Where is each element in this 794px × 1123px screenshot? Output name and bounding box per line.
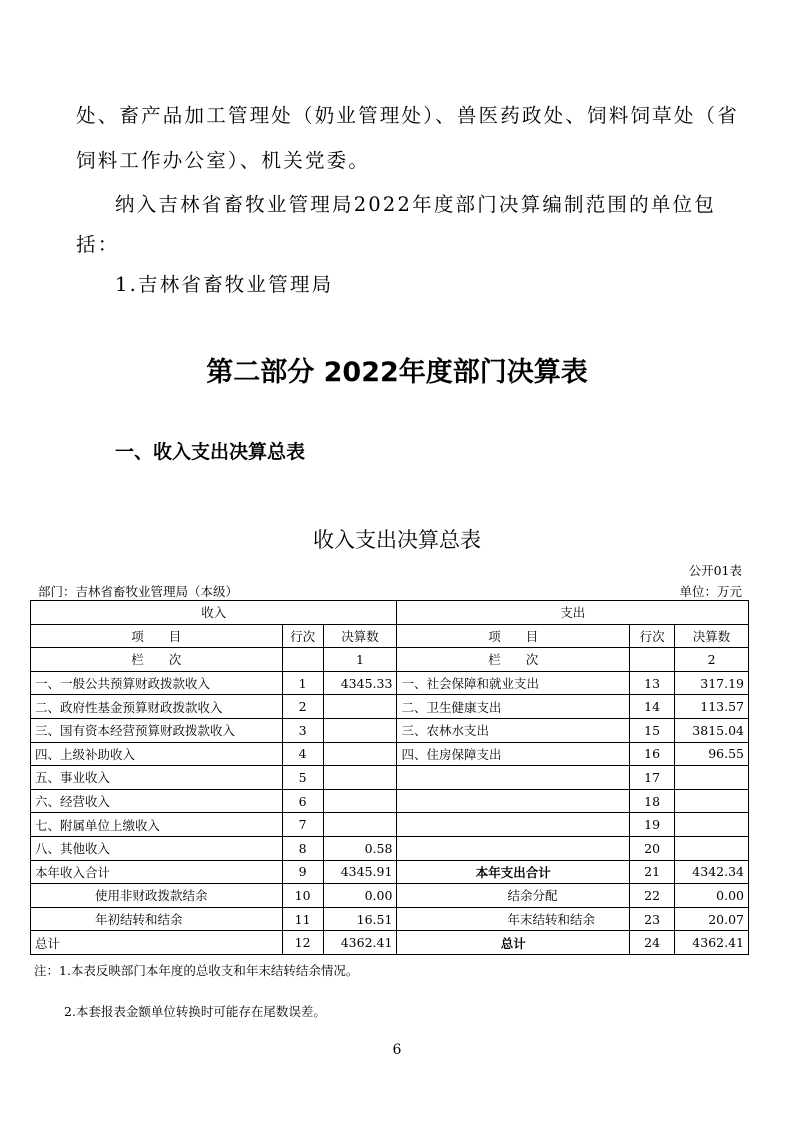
table-cell: 14 (630, 695, 675, 719)
table-cell: 12 (282, 931, 323, 955)
table-cell: 21 (630, 860, 675, 884)
table-cell: 三、国有资本经营预算财政拨款收入 (31, 718, 283, 742)
table-row (31, 695, 749, 719)
table-cell: 0.00 (323, 884, 397, 908)
table-cell: 八、其他收入 (31, 836, 283, 860)
table-cell: 15 (630, 718, 675, 742)
table-cell: 4 (282, 742, 323, 766)
table-cell: 总计 (31, 931, 283, 955)
table-cell: 一、一般公共预算财政拨款收入 (31, 671, 283, 695)
table-cell (323, 789, 397, 813)
table-cell: 六、经营收入 (31, 789, 283, 813)
table-cell: 本年收入合计 (31, 860, 283, 884)
col-header: 项 目 (397, 624, 630, 648)
note: 2.本套报表金额单位转换时可能存在尾数误差。 (64, 1004, 326, 1019)
body-paragraph: 1.吉林省畜牧业管理局 (115, 273, 334, 296)
table-cell: 11 (282, 907, 323, 931)
table-row (31, 742, 749, 766)
table-cell: 本年支出合计 (397, 860, 630, 884)
body-paragraph: 饲料工作办公室）、机关党委。 (76, 149, 371, 172)
table-cell: 4345.33 (323, 671, 397, 695)
col-header: 行次 (630, 624, 675, 648)
table-cell: 五、事业收入 (31, 766, 283, 790)
table-cell: 四、上级补助收入 (31, 742, 283, 766)
table-cell: 18 (630, 789, 675, 813)
table-cell (323, 695, 397, 719)
table-cell: 总计 (397, 931, 630, 955)
table-cell: 三、农林水支出 (397, 718, 630, 742)
expense-header: 支出 (397, 601, 749, 625)
table-title: 收入支出决算总表 (313, 528, 481, 552)
page-number: 6 (392, 1042, 402, 1058)
table-cell: 年末结转和结余 (397, 907, 630, 931)
table-cell: 16.51 (323, 907, 397, 931)
table-row (31, 813, 749, 837)
table-code: 公开01表 (688, 563, 742, 578)
table-cell: 23 (630, 907, 675, 931)
table-row (31, 884, 749, 908)
table-cell: 113.57 (675, 695, 749, 719)
table-cell: 3815.04 (675, 718, 749, 742)
table-cell (323, 766, 397, 790)
table-cell (675, 836, 749, 860)
table-cell: 6 (282, 789, 323, 813)
table-cell (397, 766, 630, 790)
col-header: 1 (323, 648, 397, 672)
part-title: 第二部分 2022年度部门决算表 (206, 357, 588, 388)
table-row (31, 860, 749, 884)
table-cell: 10 (282, 884, 323, 908)
table-cell: 17 (630, 766, 675, 790)
table-cell: 0.00 (675, 884, 749, 908)
table-cell: 20.07 (675, 907, 749, 931)
table-cell (397, 836, 630, 860)
table-cell: 四、住房保障支出 (397, 742, 630, 766)
table-row (31, 718, 749, 742)
table-cell: 二、卫生健康支出 (397, 695, 630, 719)
col-header: 行次 (282, 624, 323, 648)
table-cell: 9 (282, 860, 323, 884)
table-cell: 4342.34 (675, 860, 749, 884)
department: 部门：吉林省畜牧业管理局（本级） (38, 584, 239, 599)
col-header: 栏 次 (397, 648, 630, 672)
table-cell: 19 (630, 813, 675, 837)
unit: 单位：万元 (679, 584, 742, 599)
section-heading: 一、收入支出决算总表 (115, 441, 306, 463)
table-cell: 4362.41 (675, 931, 749, 955)
col-header: 决算数 (675, 624, 749, 648)
table-row (31, 766, 749, 790)
table-cell: 5 (282, 766, 323, 790)
table-cell: 0.58 (323, 836, 397, 860)
note: 注：1.本表反映部门本年度的总收支和年末结转结余情况。 (34, 963, 359, 978)
table-cell: 317.19 (675, 671, 749, 695)
col-header: 栏 次 (31, 648, 283, 672)
table-row (31, 907, 749, 931)
body-paragraph: 括： (76, 233, 120, 256)
col-header: 决算数 (323, 624, 397, 648)
table-cell (323, 718, 397, 742)
body-paragraph: 处、畜产品加工管理处（奶业管理处）、兽医药政处、饲料饲草处（省 (76, 104, 739, 127)
table-cell: 16 (630, 742, 675, 766)
table-cell (675, 789, 749, 813)
table-cell: 22 (630, 884, 675, 908)
table-cell: 年初结转和结余 (31, 907, 283, 931)
table-cell: 20 (630, 836, 675, 860)
table-cell (323, 813, 397, 837)
income-header: 收入 (31, 601, 397, 625)
body-paragraph: 纳入吉林省畜牧业管理局2022年度部门决算编制范围的单位包 (115, 193, 716, 216)
table-cell: 结余分配 (397, 884, 630, 908)
table-cell: 3 (282, 718, 323, 742)
table-cell (397, 813, 630, 837)
table-cell: 2 (282, 695, 323, 719)
table-row (31, 789, 749, 813)
income-expense-table (30, 600, 749, 955)
col-header: 2 (675, 648, 749, 672)
table-cell (397, 789, 630, 813)
table-cell: 4345.91 (323, 860, 397, 884)
col-header: 项 目 (31, 624, 283, 648)
table-cell (675, 813, 749, 837)
table-cell: 8 (282, 836, 323, 860)
table-cell (675, 766, 749, 790)
table-row (31, 931, 749, 955)
table-cell: 96.55 (675, 742, 749, 766)
table-cell: 13 (630, 671, 675, 695)
table-row (31, 671, 749, 695)
table-cell: 二、政府性基金预算财政拨款收入 (31, 695, 283, 719)
table-cell: 24 (630, 931, 675, 955)
table-row (31, 836, 749, 860)
table-cell: 4362.41 (323, 931, 397, 955)
table-cell: 使用非财政拨款结余 (31, 884, 283, 908)
table-cell (323, 742, 397, 766)
table-cell: 一、社会保障和就业支出 (397, 671, 630, 695)
table-cell: 7 (282, 813, 323, 837)
table-cell: 1 (282, 671, 323, 695)
table-cell: 七、附属单位上缴收入 (31, 813, 283, 837)
